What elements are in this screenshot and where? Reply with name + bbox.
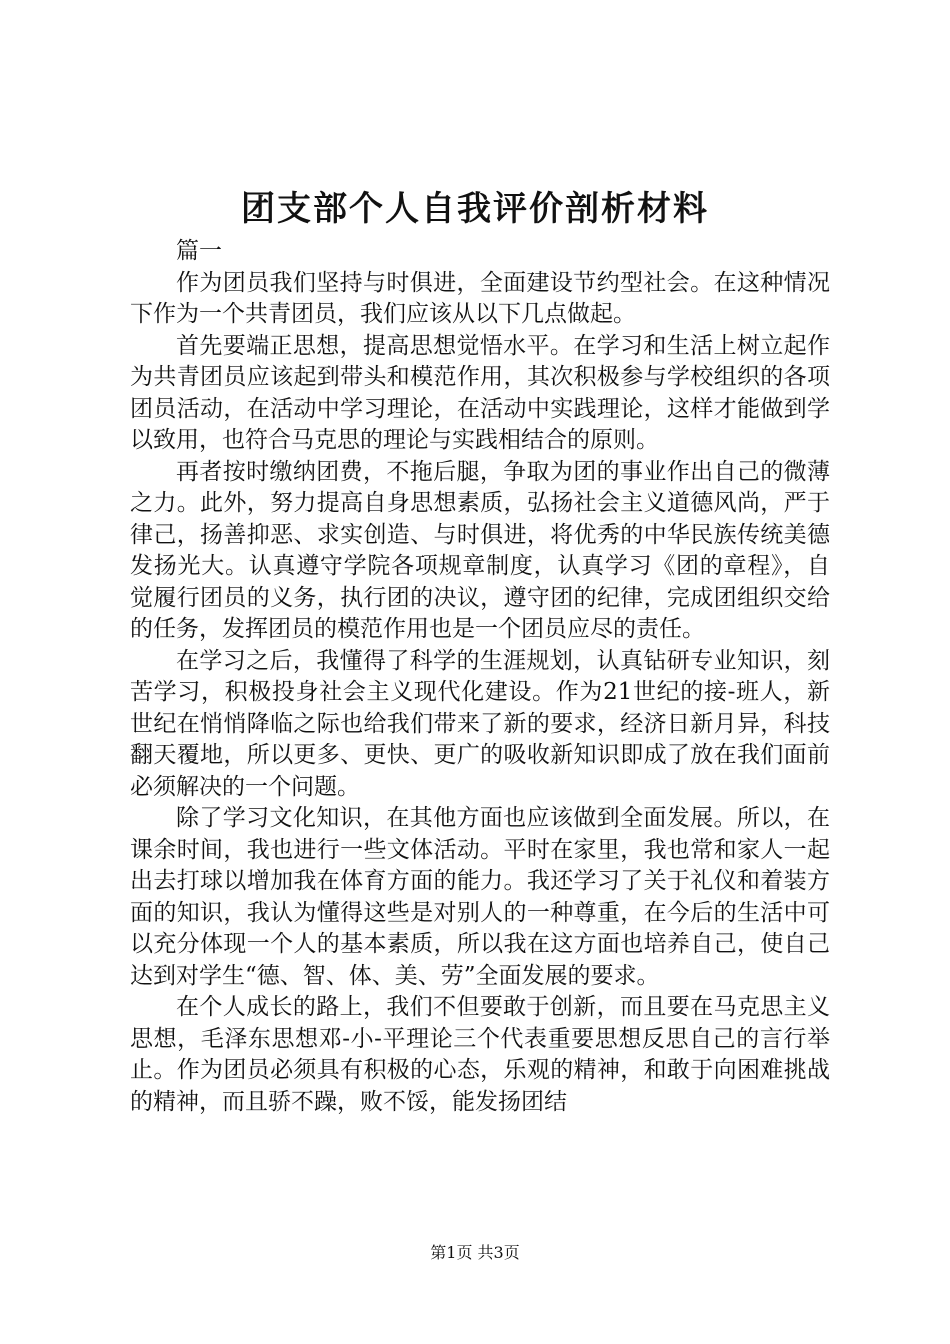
document-body [130,236,830,1118]
paragraph: 在个人成长的路上，我们不但要敢于创新，而且要在马克思主义思想，毛泽东思想邓-小-平理论三个代表重要思想反思自己的言行举止。作为团员必须具有积极的心态，乐观的精神，和敢于向困难挑战的精神，而且骄不躁，败不馁，能发扬团结 [130,994,830,1115]
section-label: 篇一 [176,238,222,264]
paragraph: 在学习之后，我懂得了科学的生涯规划，认真钻研专业知识，刻苦学习，积极投身社会主义现代化建设。作为21世纪的接-班人，新世纪在悄悄降临之际也给我们带来了新的要求，经济日新月异，科技翻天覆地，所以更多、更快、更广的吸收新知识即成了放在我们面前必须解决的一个问题。 [130,647,830,800]
paragraph: 再者按时缴纳团费，不拖后腿，争取为团的事业作出自己的微薄之力。此外，努力提高自身思想素质，弘扬社会主义道德风尚，严于律己，扬善抑恶、求实创造、与时俱进，将优秀的中华民族传统美德发扬光大。认真遵守学院各项规章制度，认真学习《团的章程》，自觉履行团员的义务，执行团的决议，遵守团的纪律，完成团组织交给的任务，发挥团员的模范作用也是一个团员应尽的责任。 [130,458,830,642]
document-title: 团支部个人自我评价剖析材料 [241,189,709,229]
paragraph: 除了学习文化知识，在其他方面也应该做到全面发展。所以，在课余时间，我也进行一些文体活动。平时在家里，我也常和家人一起出去打球以增加我在体育方面的能力。我还学习了关于礼仪和着装方面的知识，我认为懂得这些是对别人的一种尊重，在今后的生活中可以充分体现一个人的基本素质，所以我在这方面也培养自己，使自己达到对学生“德、智、体、美、劳”全面发展的要求。 [130,805,830,989]
paragraph: 首先要端正思想，提高思想觉悟水平。在学习和生活上树立起作为共青团员应该起到带头和模范作用，其次积极参与学校组织的各项团员活动，在活动中学习理论，在活动中实践理论，这样才能做到学以致用，也符合马克思的理论与实践相结合的原则。 [130,332,830,453]
page-number-footer: 第1页 共3页 [430,1243,520,1262]
paragraph: 作为团员我们坚持与时俱进，全面建设节约型社会。在这种情况下作为一个共青团员，我们应该从以下几点做起。 [130,269,830,327]
